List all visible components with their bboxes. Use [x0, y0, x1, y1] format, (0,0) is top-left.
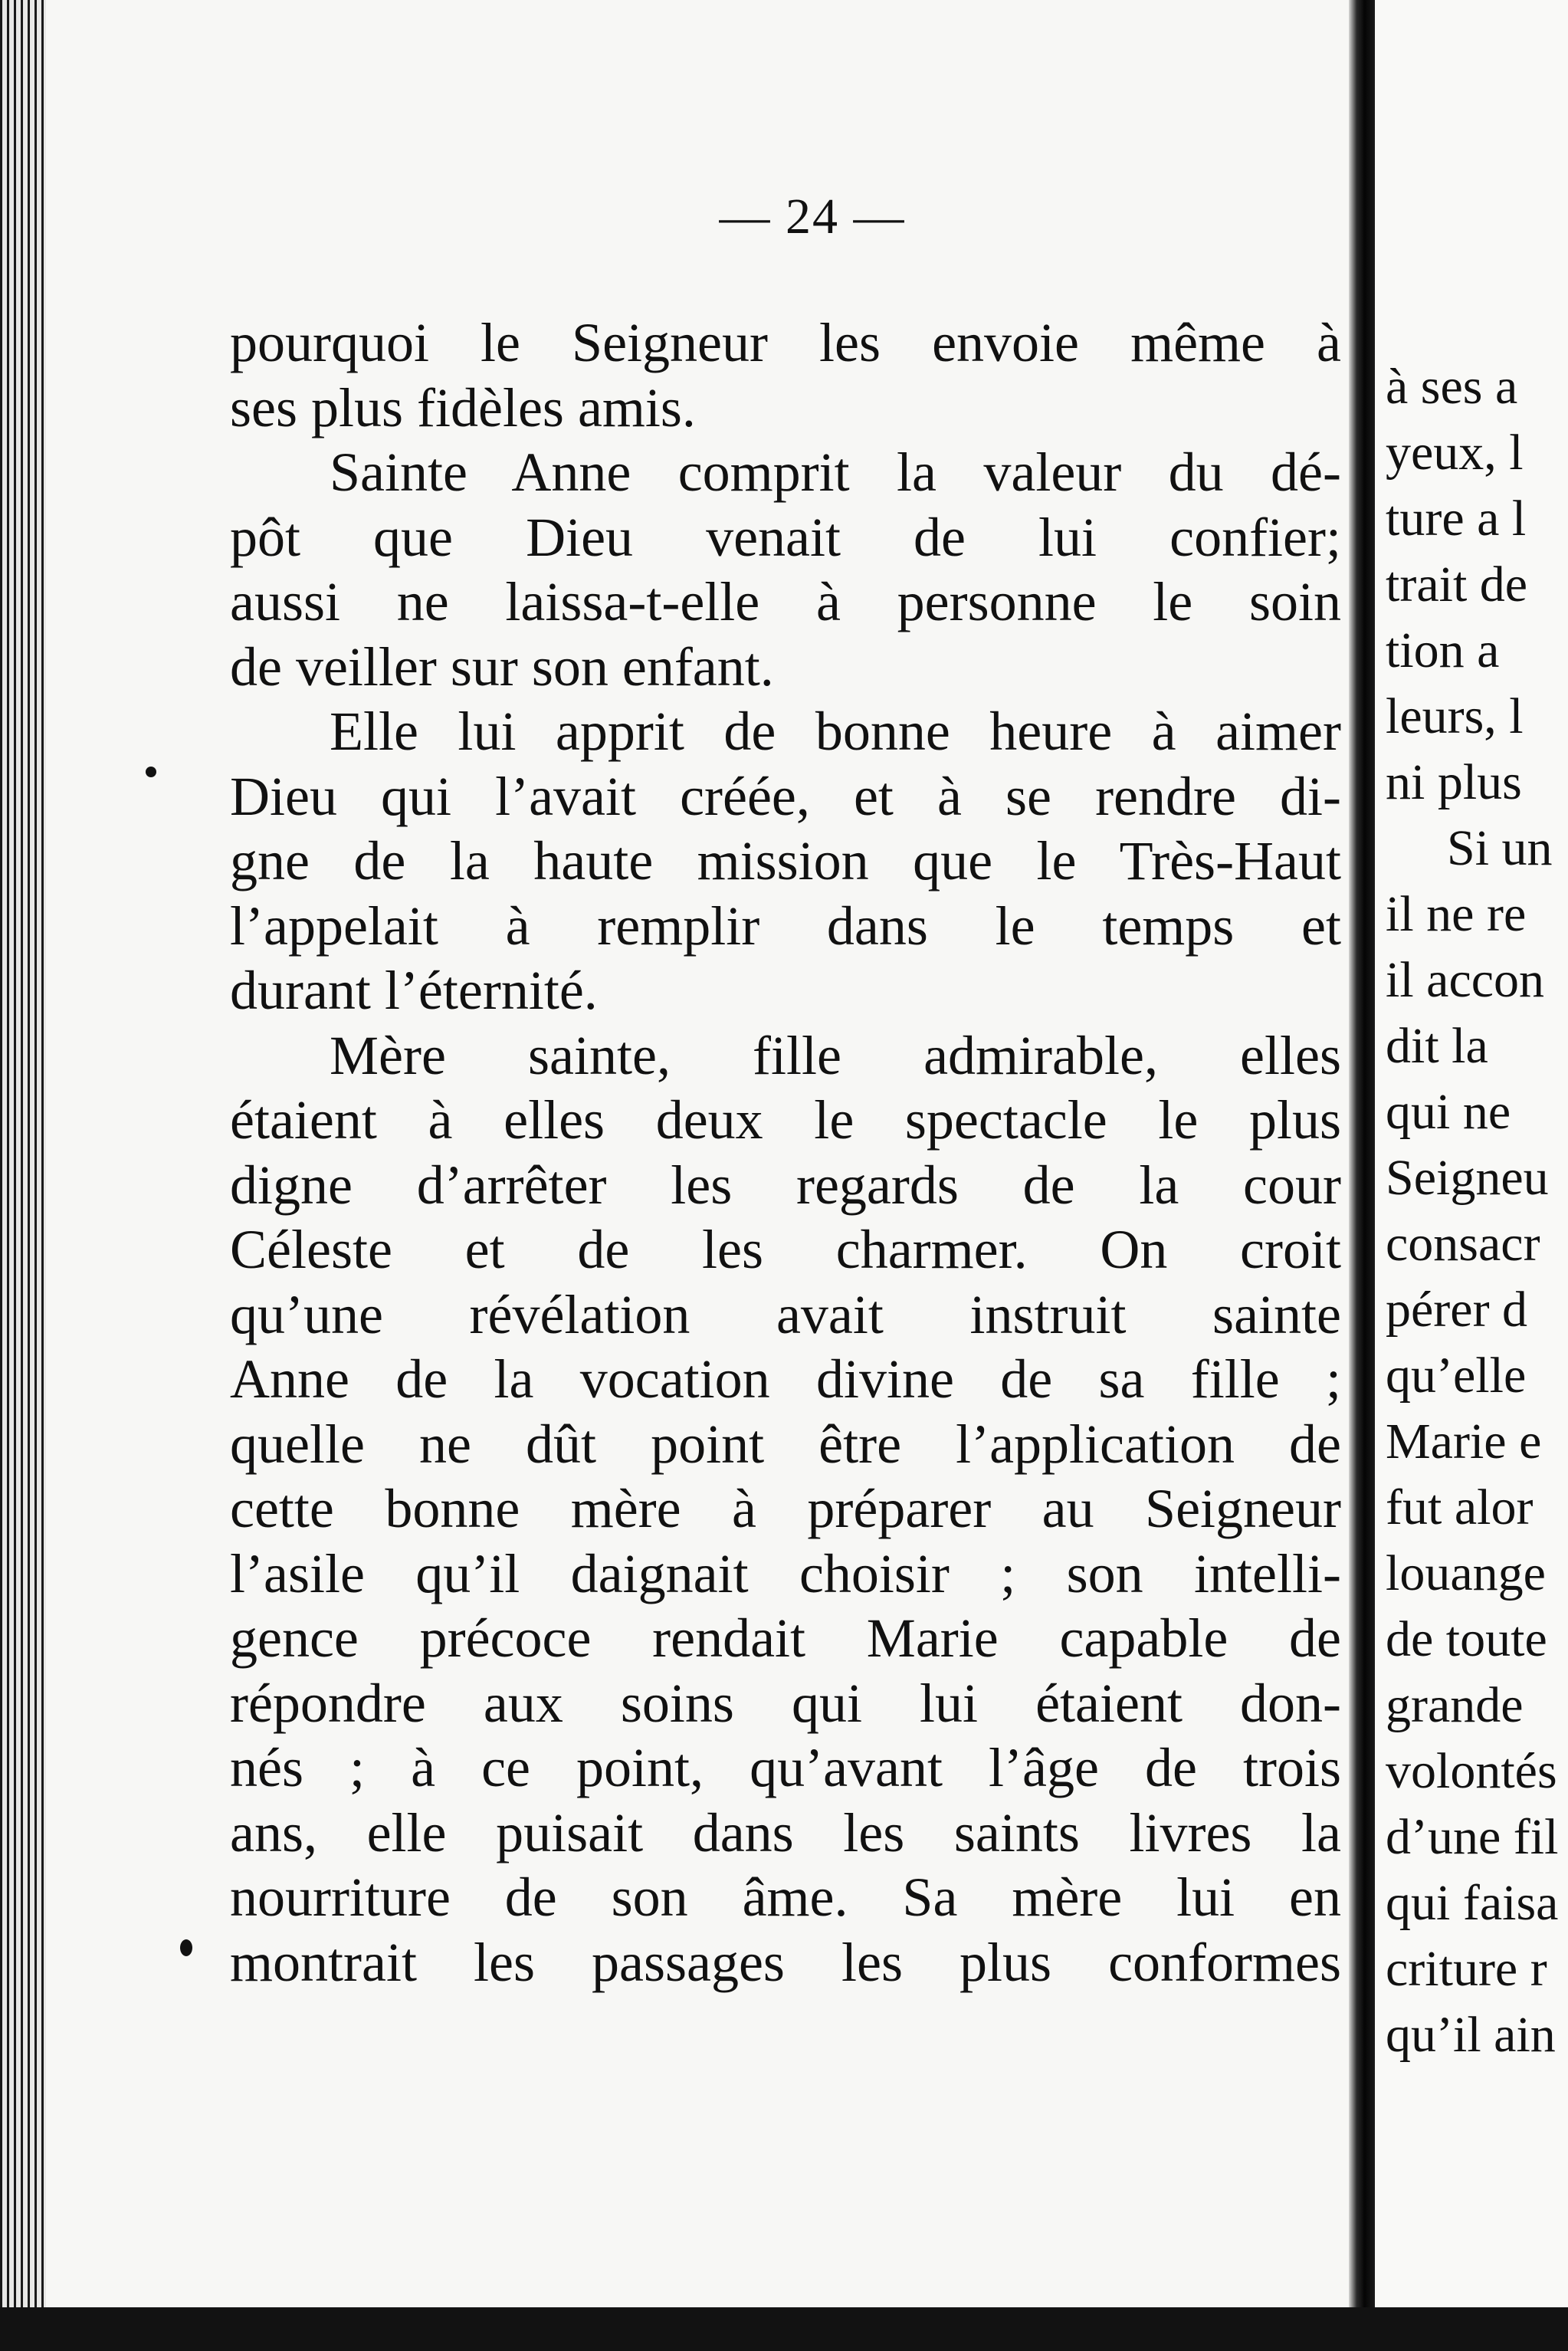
- text-line: gne de la haute mission que le Très-Haut: [230, 830, 1341, 891]
- text-line: yeux, l: [1386, 425, 1524, 481]
- right-page-text: [1386, 354, 1558, 2068]
- text-line: gence précoce rendait Marie capable de: [230, 1607, 1341, 1669]
- text-line: ans, elle puisait dans les saints livres la: [230, 1801, 1341, 1863]
- text-line: durant l’éternité.: [230, 960, 598, 1021]
- scan-bottom-edge: [0, 2307, 1568, 2351]
- left-page-text: [230, 310, 1341, 1995]
- text-line: qu’une révélation avait instruit sainte: [230, 1283, 1341, 1345]
- text-line: qu’elle: [1386, 1348, 1527, 1404]
- text-line: Marie e: [1386, 1414, 1542, 1469]
- text-line: qui ne: [1386, 1084, 1511, 1140]
- page-edges: [0, 0, 46, 2351]
- text-line: l’appelait à remplir dans le temps et: [230, 895, 1341, 957]
- text-line: nourriture de son âme. Sa mère lui en: [230, 1867, 1341, 1928]
- text-line: grande: [1386, 1677, 1524, 1733]
- text-line: aussi ne laissa-t-elle à personne le soin: [230, 571, 1341, 632]
- text-line: Sainte Anne comprit la valeur du dé-: [330, 442, 1341, 503]
- text-line: fut alor: [1386, 1479, 1534, 1535]
- text-line: ture a l: [1386, 491, 1527, 547]
- text-line: pérer d: [1386, 1282, 1528, 1338]
- text-line: l’asile qu’il daignait choisir ; son intelli-: [230, 1542, 1341, 1604]
- text-line: Céleste et de les charmer. On croit: [230, 1219, 1341, 1280]
- text-line: volontés: [1386, 1743, 1557, 1799]
- text-line: Dieu qui l’avait créée, et à se rendre di-: [230, 765, 1341, 827]
- text-line: Elle lui apprit de bonne heure à aimer: [330, 701, 1341, 762]
- text-line: ni plus: [1386, 754, 1522, 810]
- text-line: montrait les passages les plus conformes: [230, 1931, 1341, 1993]
- ink-speck: [180, 1939, 192, 1956]
- text-line: trait de: [1386, 557, 1528, 612]
- text-line: de veiller sur son enfant.: [230, 635, 774, 698]
- text-line: Mère sainte, fille admirable, elles: [330, 1024, 1341, 1086]
- text-line: qu’il ain: [1386, 2007, 1556, 2063]
- text-line: Si un: [1447, 820, 1553, 876]
- text-line: Seigneu: [1386, 1150, 1549, 1206]
- text-line: qui faisa: [1386, 1875, 1559, 1931]
- page-number: — 24 —: [719, 189, 906, 245]
- text-line: criture r: [1386, 1941, 1547, 1997]
- text-line: tion a: [1386, 622, 1500, 678]
- text-line: dit la: [1386, 1018, 1488, 1074]
- text-line: leurs, l: [1386, 688, 1524, 744]
- text-line: répondre aux soins qui lui étaient don-: [230, 1672, 1341, 1734]
- text-line: étaient à elles deux le spectacle le plus: [230, 1089, 1341, 1151]
- text-line: pôt que Dieu venait de lui confier;: [230, 506, 1341, 568]
- text-line: digne d’arrêter les regards de la cour: [230, 1154, 1341, 1216]
- text-line: quelle ne dût point être l’application de: [230, 1413, 1341, 1475]
- text-line: Anne de la vocation divine de sa fille ;: [230, 1348, 1341, 1410]
- text-line: il ne re: [1386, 886, 1527, 942]
- text-line: à ses a: [1386, 359, 1518, 415]
- text-line: d’une fil: [1386, 1809, 1559, 1865]
- text-line: il accon: [1386, 952, 1545, 1008]
- text-line: cette bonne mère à préparer au Seigneur: [230, 1478, 1341, 1539]
- text-line: ses plus fidèles amis.: [230, 376, 696, 438]
- text-line: de toute: [1386, 1611, 1547, 1667]
- text-line: pourquoi le Seigneur les envoie même à: [230, 312, 1341, 373]
- text-line: louange: [1386, 1545, 1546, 1601]
- text-line: nés ; à ce point, qu’avant l’âge de trois: [230, 1737, 1341, 1798]
- text-line: consacr: [1386, 1216, 1540, 1272]
- book-gutter: [1349, 0, 1375, 2351]
- ink-speck: [146, 767, 156, 777]
